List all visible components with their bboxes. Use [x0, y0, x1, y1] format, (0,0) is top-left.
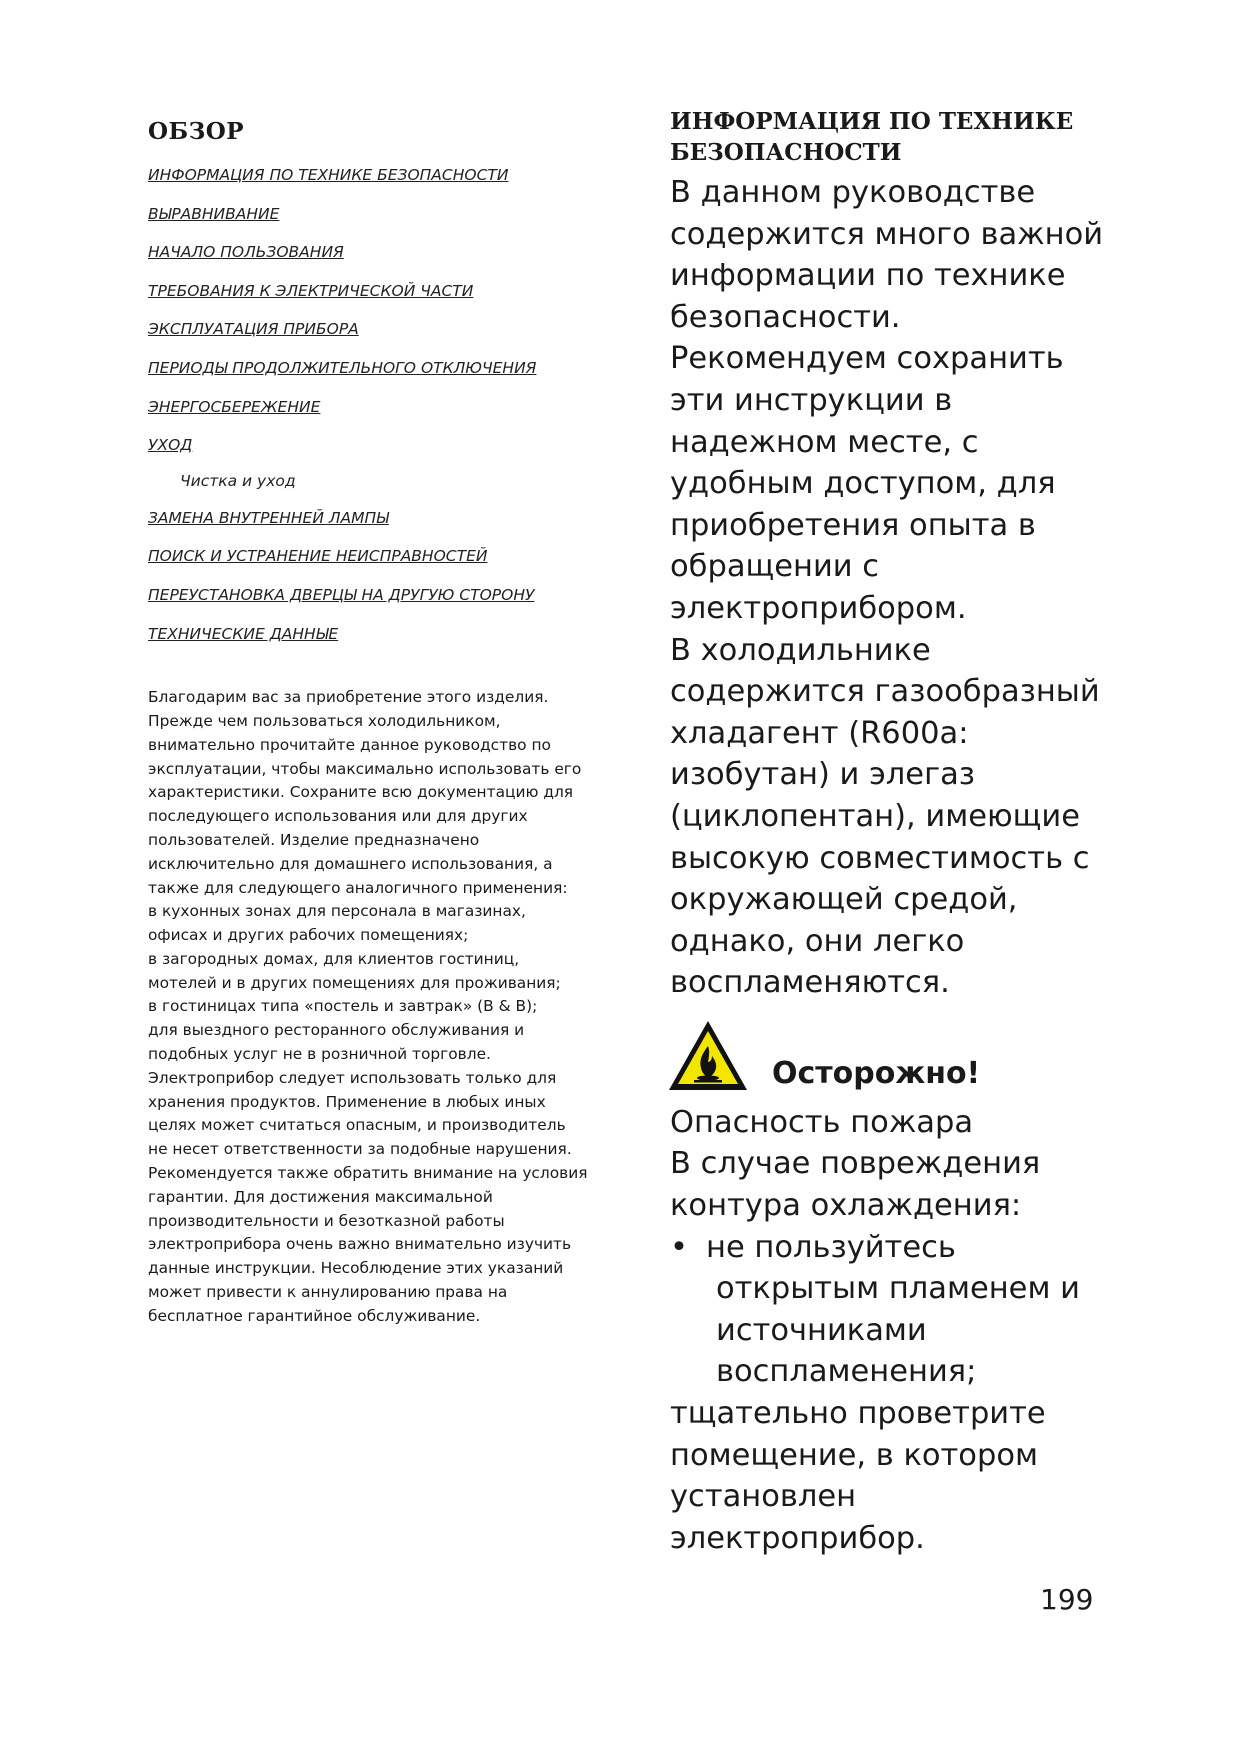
toc-link-long-shutdown[interactable]: ПЕРИОДЫ ПРОДОЛЖИТЕЛЬНОГО ОТКЛЮЧЕНИЯ [148, 358, 537, 377]
toc-link-cleaning[interactable]: Чистка и уход [180, 471, 296, 490]
text-line: электроприбором. [670, 590, 967, 626]
toc-link-troubleshooting[interactable]: ПОИСК И УСТРАНЕНИЕ НЕИСПРАВНОСТЕЙ [148, 547, 488, 566]
toc-list [148, 161, 588, 658]
intro-use-case: в загородных домах, для клиентов гостиниц, мотелей и в других помещениях для проживания; [148, 949, 561, 992]
toc-link-door-reversal[interactable]: ПЕРЕУСТАНОВКА ДВЕРЦЫ НА ДРУГУЮ СТОРОНУ [148, 585, 535, 604]
bullet-line: открытым пламенем и [716, 1271, 1080, 1307]
section-title [670, 106, 1110, 168]
safety-text-block [670, 172, 1110, 1004]
section-title-line: ИНФОРМАЦИЯ ПО ТЕХНИКЕ [670, 108, 1074, 135]
text-line: тщательно проветрите [670, 1396, 1046, 1432]
text-line: изобутан) и элегаз [670, 757, 975, 793]
intro-paragraph: Благодарим вас за приобретение этого изделия. Прежде чем пользоваться холодильником, внимательно прочитайте данное руководство по эксплуатации, чтобы максимально использовать его характеристики. Сохраните всю документацию для последующего использования или для других пользователей. Изделие предназначено исключительно для домашнего использования, а также для следующего аналогичного применения: [148, 688, 582, 897]
toc-link-energy-saving[interactable]: ЭНЕРГОСБЕРЕЖЕНИЕ [148, 397, 321, 416]
text-line: высокую совместимость с [670, 840, 1090, 876]
toc-link-getting-started[interactable]: НАЧАЛО ПОЛЬЗОВАНИЯ [148, 243, 344, 262]
toc-link-technical-data[interactable]: ТЕХНИЧЕСКИЕ ДАННЫЕ [148, 624, 339, 643]
toc-link-operation[interactable]: ЭКСПЛУАТАЦИЯ ПРИБОРА [148, 320, 359, 339]
bullet-dot-icon: • [670, 1229, 688, 1265]
left-column [148, 118, 588, 1329]
bullet-line: источниками [716, 1312, 927, 1348]
text-line: содержится много важной [670, 216, 1104, 252]
text-line: В случае повреждения [670, 1146, 1041, 1182]
text-line: воспламеняются. [670, 965, 950, 1001]
warning-row [670, 1018, 1110, 1102]
text-line: (циклопентан), имеющие [670, 798, 1080, 834]
text-line: удобным доступом, для [670, 466, 1056, 502]
bullet-line: не пользуйтесь [706, 1229, 956, 1265]
text-line: Опасность пожара [670, 1104, 974, 1140]
text-line: В данном руководстве [670, 175, 1036, 210]
text-line: помещение, в котором [670, 1437, 1038, 1473]
toc-link-care[interactable]: УХОД [148, 436, 193, 455]
flammable-warning-icon [666, 1018, 750, 1094]
page-number: 199 [1040, 1583, 1094, 1616]
intro-paragraph: Электроприбор следует использовать только для хранения продуктов. Применение в любых иных целях может считаться опасным, и производитель не несет ответственности за подобные нарушения. Рекомендуется также обратить внимание на условия гарантии. Для достижения максимальной производительности и безотказной работы электроприбора очень важно внимательно изучить данные инструкции. Несоблюдение этих указаний может привести к аннулированию права на бесплатное гарантийное обслуживание. [148, 1068, 588, 1325]
intro-use-case: в гостиницах типа «постель и завтрак» (B & B); [148, 997, 538, 1016]
text-line: приобретения опыта в [670, 507, 1036, 543]
toc-link-lamp-replacement[interactable]: ЗАМЕНА ВНУТРЕННЕЙ ЛАМПЫ [148, 508, 389, 527]
section-title-line: БЕЗОПАСНОСТИ [670, 139, 902, 166]
intro-text [148, 686, 588, 1329]
warning-label: Осторожно! [772, 1055, 981, 1091]
text-line: обращении с [670, 549, 880, 585]
toc-title: ОБЗОР [148, 118, 245, 145]
intro-use-case: в кухонных зонах для персонала в магазинах, офисах и других рабочих помещениях; [148, 902, 526, 945]
fire-risk-text [670, 1102, 1110, 1227]
bullet-line: воспламенения; [716, 1354, 977, 1390]
text-line: информации по технике [670, 258, 1066, 294]
text-line: электроприбор. [670, 1520, 925, 1556]
toc-link-safety[interactable]: ИНФОРМАЦИЯ ПО ТЕХНИКЕ БЕЗОПАСНОСТИ [148, 166, 509, 184]
bullet-text [670, 1227, 1110, 1393]
ventilation-text [670, 1393, 1110, 1559]
right-column [670, 106, 1110, 1559]
text-line: эти инструкции в [670, 382, 953, 418]
toc-link-leveling[interactable]: ВЫРАВНИВАНИЕ [148, 204, 280, 223]
intro-use-case: для выездного ресторанного обслуживания и подобных услуг не в розничной торговле. [148, 1021, 525, 1064]
bullet-item [670, 1227, 1110, 1393]
text-line: надежном месте, с [670, 424, 979, 460]
text-line: содержится газообразный [670, 674, 1100, 710]
text-line: установлен [670, 1479, 857, 1515]
text-line: Рекомендуем сохранить [670, 341, 1064, 377]
text-line: хладагент (R600a: [670, 715, 969, 751]
text-line: контура охлаждения: [670, 1188, 1022, 1224]
text-line: В холодильнике [670, 632, 931, 668]
text-line: однако, они легко [670, 923, 965, 959]
text-line: окружающей средой, [670, 882, 1018, 918]
toc-link-electrical[interactable]: ТРЕБОВАНИЯ К ЭЛЕКТРИЧЕСКОЙ ЧАСТИ [148, 281, 474, 300]
text-line: безопасности. [670, 299, 901, 335]
